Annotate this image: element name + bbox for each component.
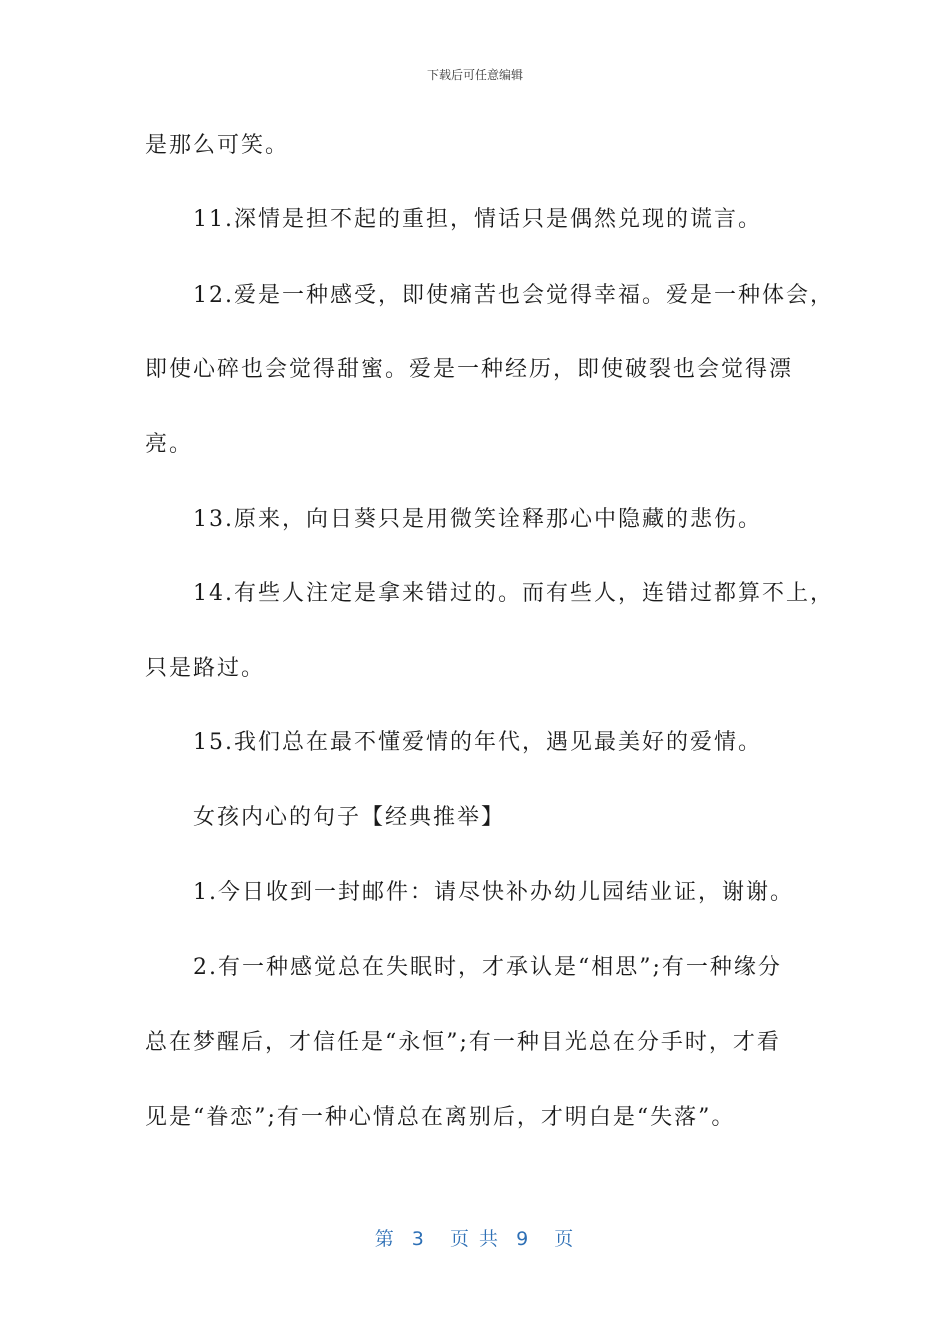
paragraph-line: 只是路过。 bbox=[145, 656, 266, 681]
page-footer: 第 3 页 共 9 页 bbox=[374, 1228, 576, 1250]
paragraph-line: 亮。 bbox=[145, 432, 194, 457]
paragraph-line: 15.我们总在最不懂爱情的年代，遇见最美好的爱情。 bbox=[193, 730, 762, 755]
paragraph-line: 总在梦醒后，才信任是“永恒”;有一种目光总在分手时，才看 bbox=[145, 1030, 781, 1055]
paragraph-line: 是那么可笑。 bbox=[145, 133, 290, 158]
paragraph-line: 13.原来，向日葵只是用微笑诠释那心中隐藏的悲伤。 bbox=[193, 507, 762, 532]
paragraph-line: 14.有些人注定是拿来错过的。而有些人，连错过都算不上， bbox=[193, 581, 834, 606]
paragraph-line: 1.今日收到一封邮件：请尽快补办幼儿园结业证，谢谢。 bbox=[193, 880, 794, 905]
paragraph-line: 见是“眷恋”;有一种心情总在离别后，才明白是“失落”。 bbox=[145, 1105, 736, 1130]
page-header: 下载后可任意编辑 bbox=[426, 68, 523, 82]
paragraph-line: 11.深情是担不起的重担，情话只是偶然兑现的谎言。 bbox=[193, 207, 762, 232]
paragraph-line: 即使心碎也会觉得甜蜜。爱是一种经历，即使破裂也会觉得漂 bbox=[145, 357, 794, 382]
section-heading: 女孩内心的句子【经典推举】 bbox=[193, 805, 506, 830]
paragraph-line: 2.有一种感觉总在失眠时，才承认是“相思”;有一种缘分 bbox=[193, 955, 782, 980]
paragraph-line: 12.爱是一种感受，即使痛苦也会觉得幸福。爱是一种体会， bbox=[193, 283, 834, 308]
